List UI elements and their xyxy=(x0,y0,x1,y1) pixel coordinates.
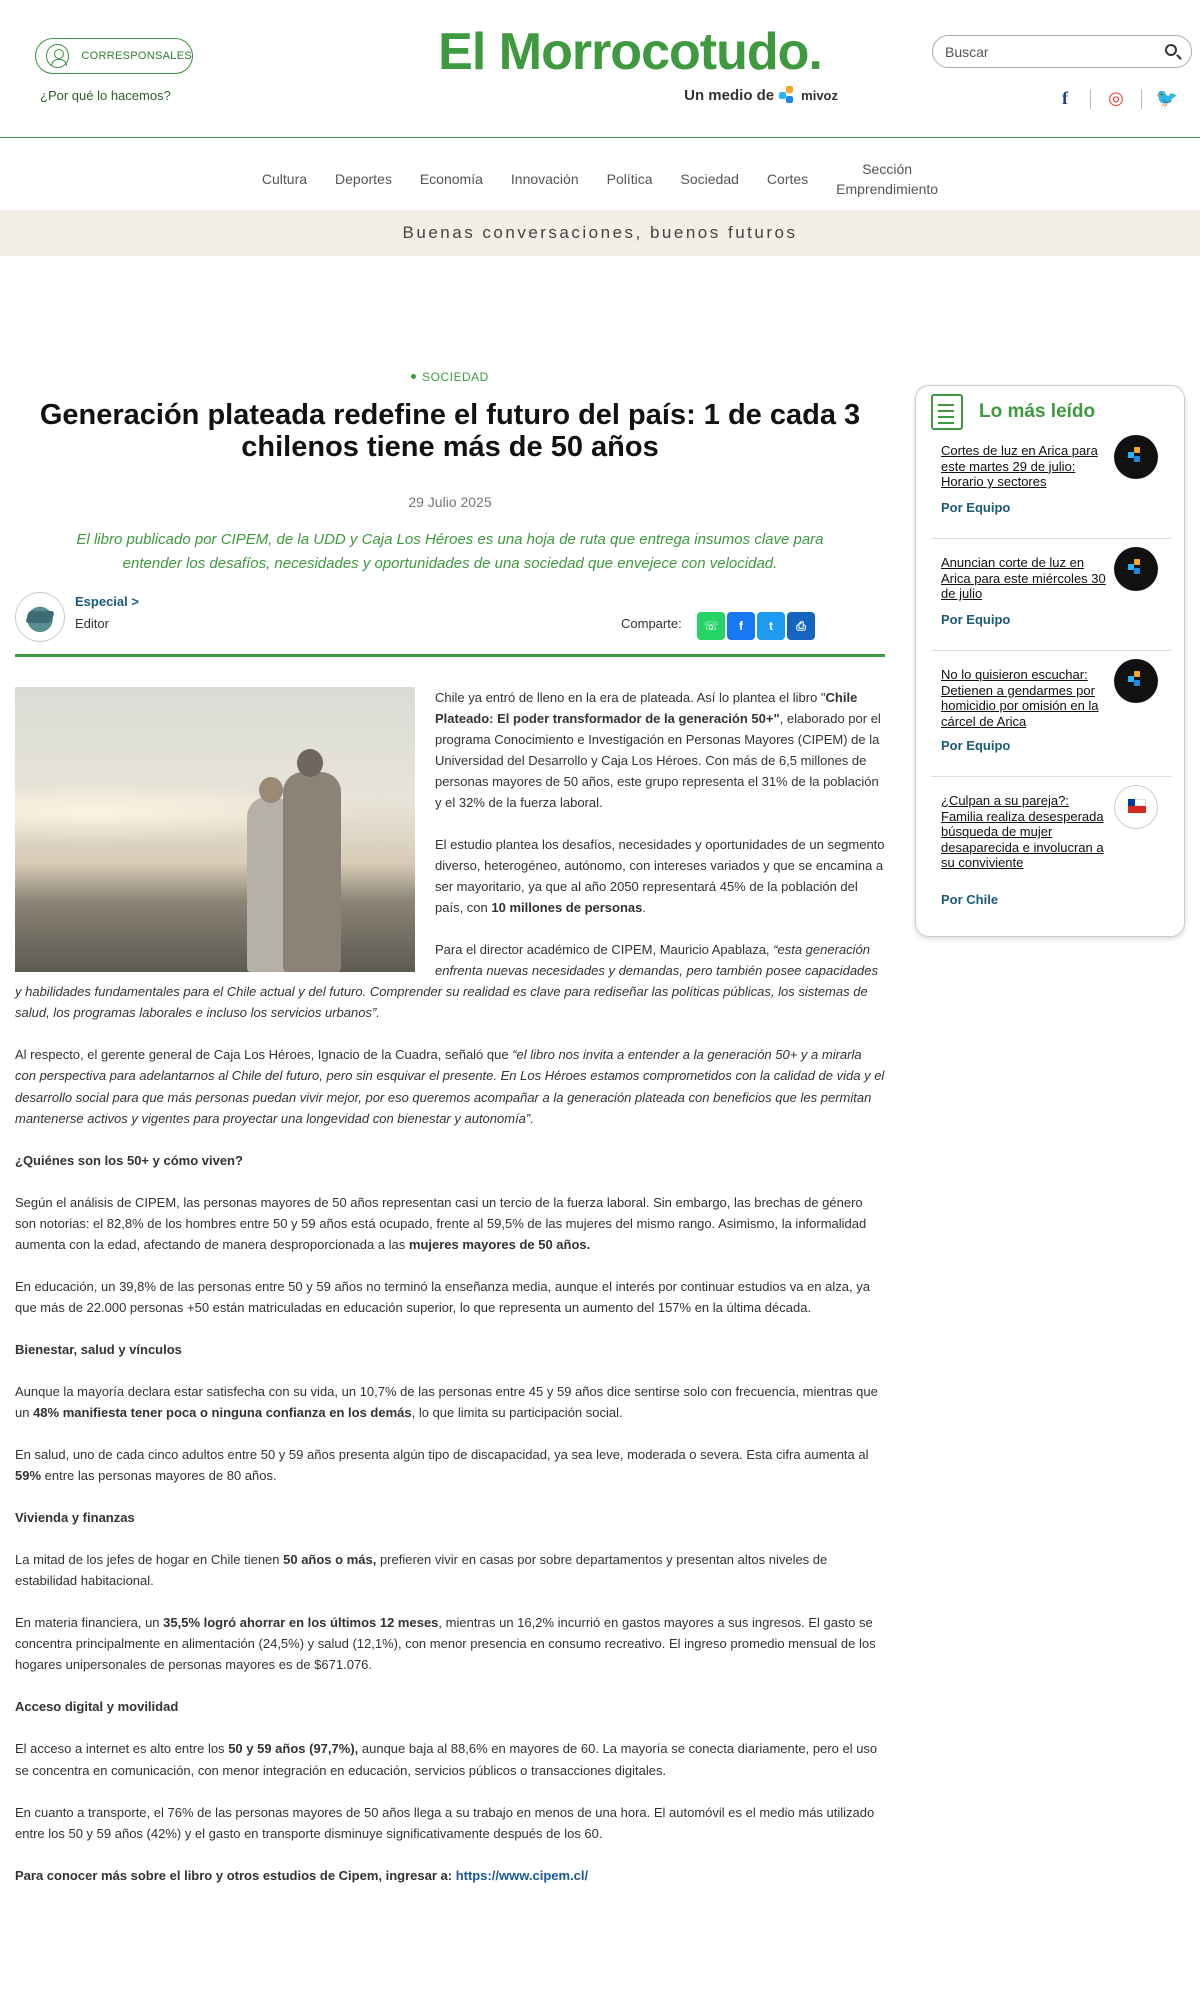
search-input[interactable] xyxy=(932,35,1192,68)
section-heading: Acceso digital y movilidad xyxy=(15,1699,179,1715)
most-read-sidebar xyxy=(915,385,1185,937)
nav-item-deportes[interactable]: Deportes xyxy=(335,170,392,187)
paragraph: Al respecto, el gerente general de Caja Los Héroes, Ignacio de la Cuadra, señaló que “el libro nos invita a entender a la generación 50+ y a mirarla con perspectiva para adelantarnos al Chile del futuro, pero sin esquivar el presente. En Los Héroes estamos comprometidos con la calidad de vida y el desarrollo social para que más personas puedan vivir mejor, por eso queremos acompañar a la generación plateada con beneficios que les permitan mantenerse activos y vigentes para proyectar una longevidad con bienestar y autonomía”. xyxy=(15,1047,885,1126)
article xyxy=(15,370,885,1907)
tagline-banner: Buenas conversaciones, buenos futuros xyxy=(0,210,1200,256)
most-read-item xyxy=(931,555,1171,651)
nav-item-economia[interactable]: Economía xyxy=(419,170,483,187)
divider xyxy=(15,654,885,657)
paragraph: Para conocer más sobre el libro y otros estudios de Cipem, ingresar a: https://www.cipem.cl/ xyxy=(15,1867,589,1883)
logo-subtitle xyxy=(684,86,838,104)
search-icon[interactable] xyxy=(1165,44,1177,56)
mivoz-badge-icon xyxy=(1114,435,1158,479)
section-heading: ¿Quiénes son los 50+ y cómo viven? xyxy=(15,1152,243,1168)
share-label: Comparte: xyxy=(621,615,682,631)
most-read-item xyxy=(931,443,1171,539)
nav-item-innovacion[interactable]: Innovación xyxy=(510,170,579,187)
author-avatar[interactable] xyxy=(15,592,65,642)
logo-title: El Morrocotudo. xyxy=(438,23,822,81)
correspondents-label: CORRESPONSALES xyxy=(81,50,192,62)
mivoz-badge-icon xyxy=(1114,547,1158,591)
byline xyxy=(15,592,885,648)
facebook-share-icon[interactable]: f xyxy=(727,612,755,640)
most-read-author[interactable]: Por Equipo xyxy=(941,500,1011,515)
nav-emprendimiento-line2: Emprendimiento xyxy=(836,181,939,197)
most-read-item xyxy=(931,667,1171,777)
paragraph: La mitad de los jefes de hogar en Chile tienen 50 años o más, prefieren vivir en casas por sobre departamentos y presentan altos niveles de estabilidad habitacional. xyxy=(15,1552,828,1589)
paragraph: En cuanto a transporte, el 76% de las personas mayores de 50 años llega a su trabajo en menos de una hora. El automóvil es el medio más utilizado entre los 50 y 59 años (42%) y el gasto en transporte disminuye significativamente después de los 60. xyxy=(15,1804,875,1841)
paragraph: Aunque la mayoría declara estar satisfecha con su vida, un 10,7% de las personas entre 45 y 59 años dice sentirse solo con frecuencia, mientras que un 48% manifiesta tener poca o ninguna confianza en los demás, lo que limita su participación social. xyxy=(15,1383,878,1420)
article-category[interactable] xyxy=(15,370,885,384)
chile-flag-icon xyxy=(1114,785,1158,829)
article-lead: El libro publicado por CIPEM, de la UDD y Caja Los Héroes es una hoja de ruta que entrega insumos clave para entender los desafíos, necesidades y oportunidades de una sociedad que envejece con velocidad. xyxy=(76,530,824,572)
search-placeholder: Buscar xyxy=(945,43,989,60)
most-read-link[interactable]: Cortes de luz en Arica para este martes 29 de julio: Horario y sectores xyxy=(941,443,1098,490)
newspaper-icon xyxy=(931,394,963,430)
cipem-link[interactable]: https://www.cipem.cl/ xyxy=(455,1867,589,1883)
most-read-author[interactable]: Por Equipo xyxy=(941,612,1011,627)
most-read-author[interactable]: Por Equipo xyxy=(941,738,1011,753)
paragraph: Según el análisis de CIPEM, las personas mayores de 50 años representan casi un tercio de la fuerza laboral. Sin embargo, las brechas de género son notorias: el 82,8% de los hombres entre 50 y 59 años está ocupado, frente al 59,5% de las mujeres del mismo rango. Asimismo, la informalidad aumenta con la edad, afectando de manera desproporcionada a las mujeres mayores de 50 años. xyxy=(15,1194,867,1252)
why-link[interactable]: ¿Por qué lo hacemos? xyxy=(40,88,171,103)
article-body xyxy=(15,687,885,1886)
main-nav xyxy=(0,150,1200,208)
most-read-link[interactable]: Anuncian corte de luz en Arica para este miércoles 30 de julio xyxy=(941,555,1106,602)
share-buttons xyxy=(697,612,815,640)
nav-emprendimiento-line1: Sección xyxy=(862,160,913,177)
logo-sub-text: Un medio de xyxy=(684,86,775,104)
most-read-link[interactable]: ¿Culpan a su pareja?: Familia realiza desesperada búsqueda de mujer desaparecida e involucran a su conviviente xyxy=(941,793,1104,871)
mivoz-logo xyxy=(779,86,838,104)
article-title: Generación plateada redefine el futuro del país: 1 de cada 3 chilenos tiene más de 50 años xyxy=(39,399,861,463)
site-header xyxy=(0,0,1200,138)
correspondents-button[interactable] xyxy=(35,38,193,74)
nav-item-emprendimiento[interactable] xyxy=(836,159,938,200)
author-role: Editor xyxy=(75,615,109,631)
sidebar-title: Lo más leído xyxy=(979,401,1096,422)
mivoz-text: mivoz xyxy=(801,87,838,103)
site-logo[interactable] xyxy=(420,23,840,104)
print-share-icon[interactable]: ⎙ xyxy=(787,612,815,640)
instagram-icon[interactable]: ◎ xyxy=(1108,88,1124,108)
category-label: SOCIEDAD xyxy=(422,370,489,384)
facebook-icon[interactable]: f xyxy=(1062,88,1068,108)
author-category[interactable]: Especial > xyxy=(75,593,139,609)
most-read-item xyxy=(931,793,1171,913)
paragraph: Para el director académico de CIPEM, Mauricio Apablaza, “esta generación enfrenta nuevas necesidades y demandas, pero también posee capacidades y habilidades fundamentales para el Chile actual y del futuro. Comprender su realidad es clave para rediseñar las políticas públicas, los sistemas de salud, los programas laborales e incluso los servicios urbanos”. xyxy=(15,942,879,1021)
nav-item-cultura[interactable]: Cultura xyxy=(261,170,308,187)
nav-item-politica[interactable]: Política xyxy=(606,170,653,187)
article-date: 29 Julio 2025 xyxy=(408,493,492,510)
most-read-author[interactable]: Por Chile xyxy=(941,892,999,907)
paragraph: El estudio plantea los desafíos, necesidades y oportunidades de un segmento diverso, heterogéneo, autónomo, con intereses variados y que se encamina a ser mayoritario, ya que al año 2050 representará 45% de la población del país, con 10 millones de personas. xyxy=(435,837,885,916)
nav-item-cortes[interactable]: Cortes xyxy=(766,170,809,187)
person-icon xyxy=(46,44,69,68)
whatsapp-share-icon[interactable]: ☏ xyxy=(697,612,725,640)
section-heading: Bienestar, salud y vínculos xyxy=(15,1341,182,1357)
twitter-icon[interactable]: 🐦 xyxy=(1155,88,1179,108)
hero-image xyxy=(15,687,415,972)
bullet-icon xyxy=(411,374,416,379)
twitter-share-icon[interactable]: t xyxy=(757,612,785,640)
sidebar-header xyxy=(931,392,1095,432)
paragraph: El acceso a internet es alto entre los 50 y 59 años (97,7%), aunque baja al 88,6% en mayores de 60. La mayoría se conecta diariamente, pero el uso se concentra en comunicación, con menor integración en educación, servicios públicos o transacciones digitales. xyxy=(15,1741,878,1778)
most-read-link[interactable]: No lo quisieron escuchar: Detienen a gendarmes por homicidio por omisión en la cárcel de Arica xyxy=(941,667,1099,729)
paragraph: En educación, un 39,8% de las personas entre 50 y 59 años no terminó la enseñanza media, aunque el interés por continuar estudios va en alza, ya que más de 22.000 personas +50 están matriculadas en educación superior, lo que representa un aumento del 157% en la última década. xyxy=(15,1278,870,1315)
paragraph: En salud, uno de cada cinco adultos entre 50 y 59 años presenta algún tipo de discapacidad, ya sea leve, moderada o severa. Esta cifra aumenta al 59% entre las personas mayores de 80 años. xyxy=(15,1447,869,1484)
paragraph: En materia financiera, un 35,5% logró ahorrar en los últimos 12 meses, mientras un 16,2% incurrió en gastos mayores a sus ingresos. El gasto se concentra principalmente en alimentación (24,5%) y salud (12,1%), con menor presencia en consumo recreativo. El ingreso promedio mensual de los hogares unipersonales de personas mayores es de $671.076. xyxy=(15,1615,876,1673)
social-links xyxy=(1040,88,1192,109)
mivoz-badge-icon xyxy=(1114,659,1158,703)
mivoz-icon xyxy=(779,86,799,104)
paragraph: Chile ya entró de lleno en la era de plateada. Así lo plantea el libro "Chile Plateado: El poder transformador de la generación 50+", elaborado por el programa Conocimiento e Investigación en Personas Mayores (CIPEM) de la Universidad del Desarrollo y Caja Los Héroes. Con más de 6,5 millones de personas mayores de 50 años, este grupo representa el 31% de la población y el 32% de la fuerza laboral. xyxy=(435,689,881,811)
section-heading: Vivienda y finanzas xyxy=(15,1510,135,1526)
nav-item-sociedad[interactable]: Sociedad xyxy=(680,170,739,187)
